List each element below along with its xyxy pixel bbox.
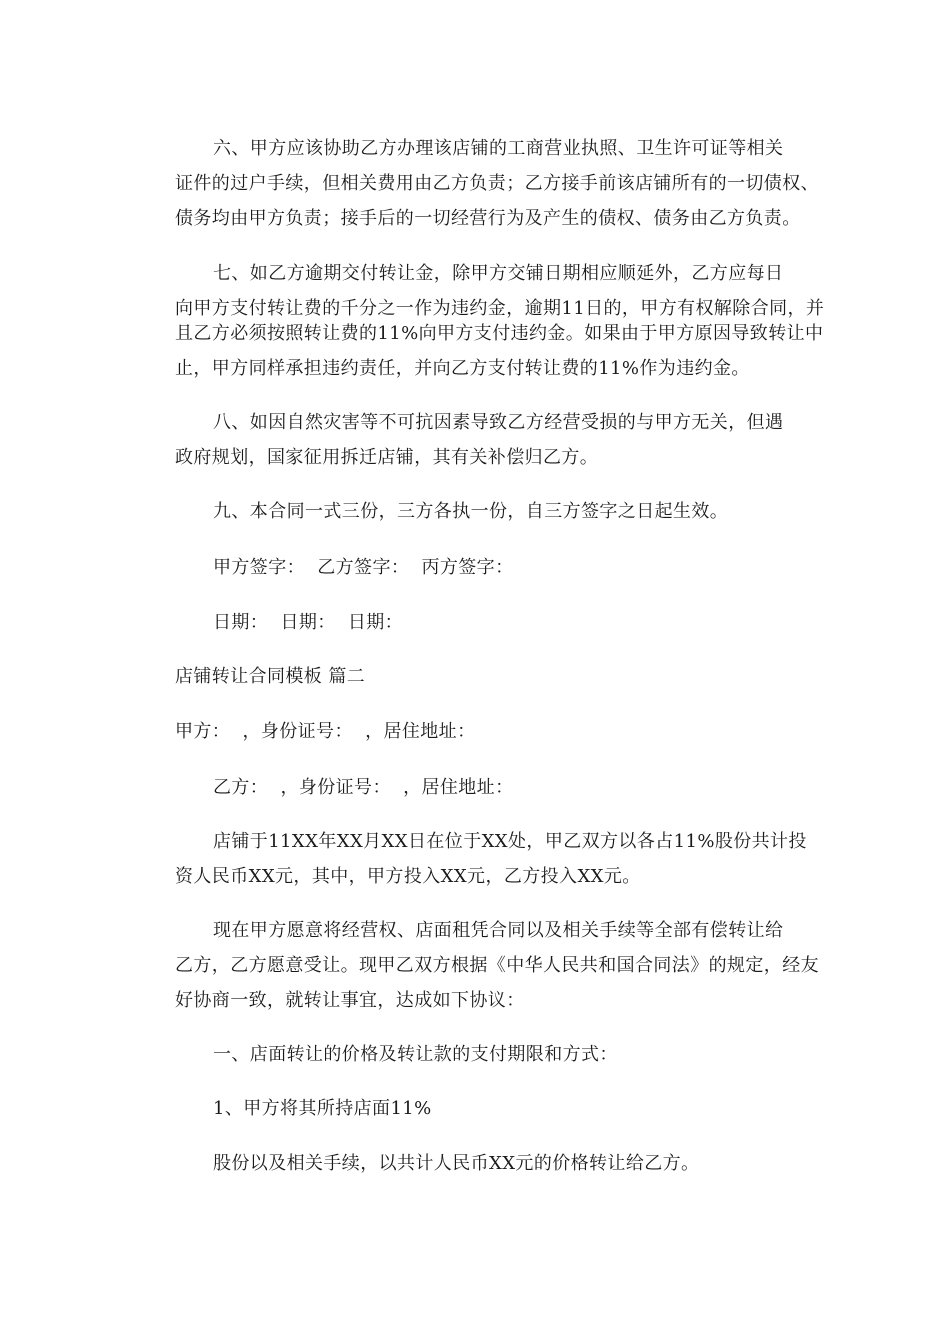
party-a-line: 甲方： ，身份证号： ，居住地址： — [175, 721, 476, 742]
clause-7-line-4: 止，甲方同样承担违约责任，并向乙方支付转让费的11%作为违约金。 — [175, 358, 750, 379]
date-line: 日期： 日期： 日期： — [213, 612, 404, 633]
clause-8-line-2: 政府规划，国家征用拆迁店铺，其有关补偿归乙方。 — [175, 447, 599, 468]
intro-line-1: 店铺于11XX年XX月XX日在位于XX处，甲乙双方以各占11%股份共计投 — [213, 831, 807, 852]
clause-6-line-3: 债务均由甲方负责；接手后的一切经营行为及产生的债权、债务由乙方负责。 — [175, 208, 801, 229]
clause-7-line-3: 且乙方必须按照转让费的11%向甲方支付违约金。如果由于甲方原因导致转让中 — [175, 323, 824, 344]
agreement-line-1: 现在甲方愿意将经营权、店面租凭合同以及相关手续等全部有偿转让给 — [213, 920, 784, 941]
item-1-heading: 一、店面转让的价格及转让款的支付期限和方式： — [213, 1044, 618, 1065]
clause-6-line-1: 六、甲方应该协助乙方办理该店铺的工商营业执照、卫生许可证等相关 — [213, 138, 784, 159]
agreement-line-3: 好协商一致，就转让事宜，达成如下协议： — [175, 990, 525, 1011]
signature-line: 甲方签字： 乙方签字： 丙方签字： — [213, 557, 514, 578]
item-1-1: 1、甲方将其所持店面11% — [213, 1098, 432, 1119]
section-title: 店铺转让合同模板 篇二 — [175, 666, 366, 687]
clause-7-line-1: 七、如乙方逾期交付转让金，除甲方交铺日期相应顺延外，乙方应每日 — [213, 263, 784, 284]
clause-9: 九、本合同一式三份，三方各执一份，自三方签字之日起生效。 — [213, 501, 729, 522]
item-1-1-continued: 股份以及相关手续，以共计人民币XX元的价格转让给乙方。 — [213, 1153, 700, 1174]
clause-7-line-2: 向甲方支付转让费的千分之一作为违约金，逾期11日的，甲方有权解除合同，并 — [175, 298, 825, 319]
clause-6-line-2: 证件的过户手续，但相关费用由乙方负责；乙方接手前该店铺所有的一切债权、 — [175, 173, 819, 194]
intro-line-2: 资人民币XX元，其中，甲方投入XX元，乙方投入XX元。 — [175, 866, 641, 887]
agreement-line-2: 乙方，乙方愿意受让。现甲乙双方根据《中华人民共和国合同法》的规定，经友 — [175, 955, 819, 976]
clause-8-line-1: 八、如因自然灾害等不可抗因素导致乙方经营受损的与甲方无关，但遇 — [213, 412, 784, 433]
party-b-line: 乙方： ，身份证号： ，居住地址： — [213, 777, 514, 798]
